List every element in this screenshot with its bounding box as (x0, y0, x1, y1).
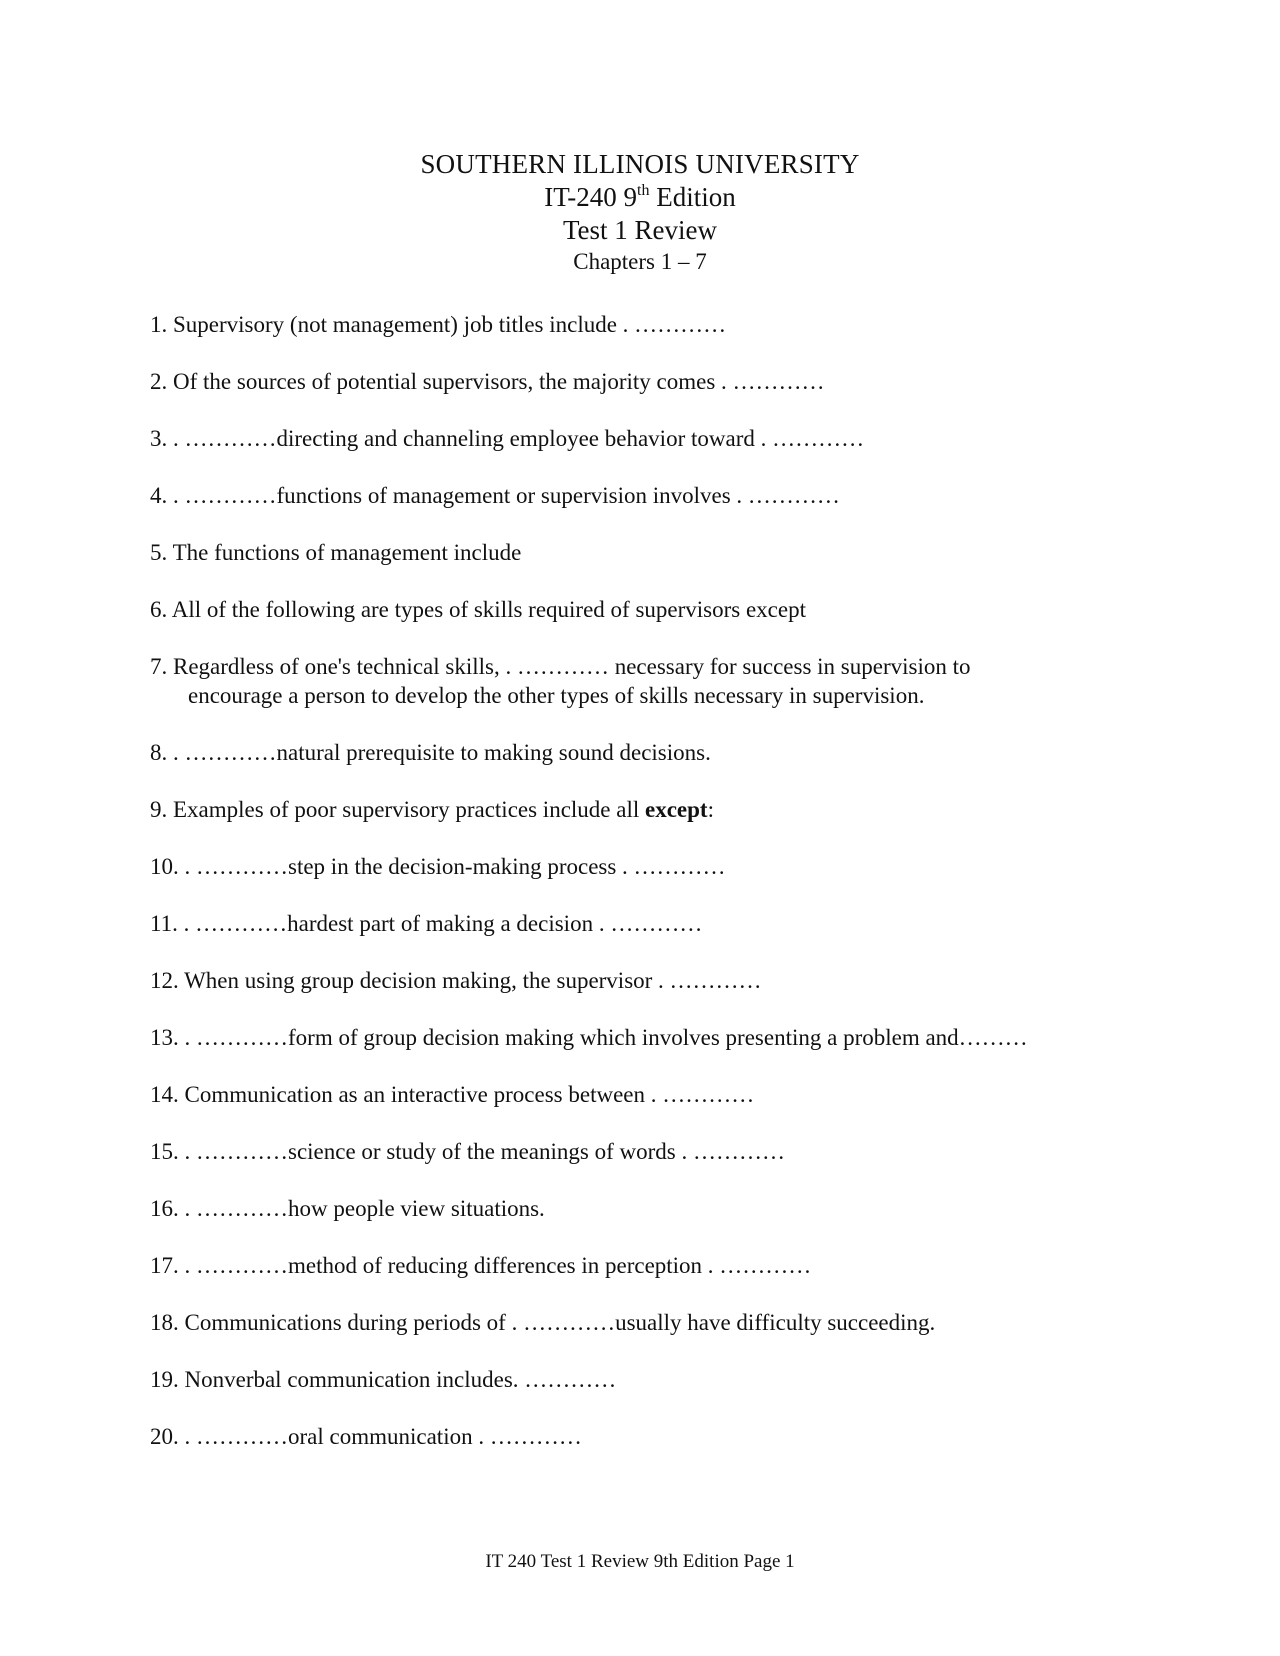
test-title: Test 1 Review (562, 215, 718, 245)
question-5: 5. The functions of management include (150, 540, 522, 565)
chapters-range: Chapters 1 – 7 (573, 249, 707, 274)
university-name: SOUTHERN ILLINOIS UNIVERSITY (420, 149, 860, 179)
question-16: 16. . …………how people view situations. (150, 1196, 545, 1221)
question-10: 10. . …………step in the decision-making process . ………… (150, 854, 726, 879)
question-17: 17. . …………method of reducing differences in perception . ………… (150, 1253, 812, 1278)
question-1: 1. Supervisory (not management) job titles include . ………… (150, 312, 727, 337)
question-4: 4. . …………functions of management or supervision involves . ………… (150, 483, 840, 508)
question-7-line-1: 7. Regardless of one's technical skills, . ………… necessary for success in supervision to (150, 654, 971, 679)
course-title (0, 181, 1280, 214)
question-9 (150, 795, 1150, 824)
course-title-prefix: IT-240 9 (544, 182, 638, 212)
course-title-suffix: Edition (649, 182, 736, 212)
question-9-emphasis: except (645, 797, 708, 822)
question-12: 12. When using group decision making, the supervisor . ………… (150, 968, 762, 993)
document-header (0, 148, 1280, 277)
question-19: 19. Nonverbal communication includes. ………… (150, 1367, 617, 1392)
question-9-text: 9. Examples of poor supervisory practices include all (150, 797, 645, 822)
course-title-superscript: th (637, 182, 650, 199)
question-20: 20. . …………oral communication . ………… (150, 1424, 582, 1449)
page-footer: IT 240 Test 1 Review 9th Edition Page 1 (485, 1551, 795, 1572)
question-3: 3. . …………directing and channeling employee behavior toward . ………… (150, 426, 865, 451)
question-7-line-2: encourage a person to develop the other types of skills necessary in supervision. (188, 683, 925, 708)
question-9-punct: : (707, 797, 714, 822)
question-13: 13. . …………form of group decision making which involves presenting a problem and……… (150, 1025, 1028, 1050)
question-15: 15. . …………science or study of the meanings of words . ………… (150, 1139, 785, 1164)
question-14: 14. Communication as an interactive process between . ………… (150, 1082, 755, 1107)
question-2: 2. Of the sources of potential supervisors, the majority comes . ………… (150, 369, 825, 394)
question-18: 18. Communications during periods of . …………usually have difficulty succeeding. (150, 1310, 936, 1335)
question-7 (150, 652, 1150, 710)
question-6: 6. All of the following are types of skills required of supervisors except (150, 597, 806, 622)
question-list (150, 310, 1150, 1479)
question-8: 8. . …………natural prerequisite to making sound decisions. (150, 740, 711, 765)
question-11: 11. . …………hardest part of making a decision . ………… (150, 911, 703, 936)
